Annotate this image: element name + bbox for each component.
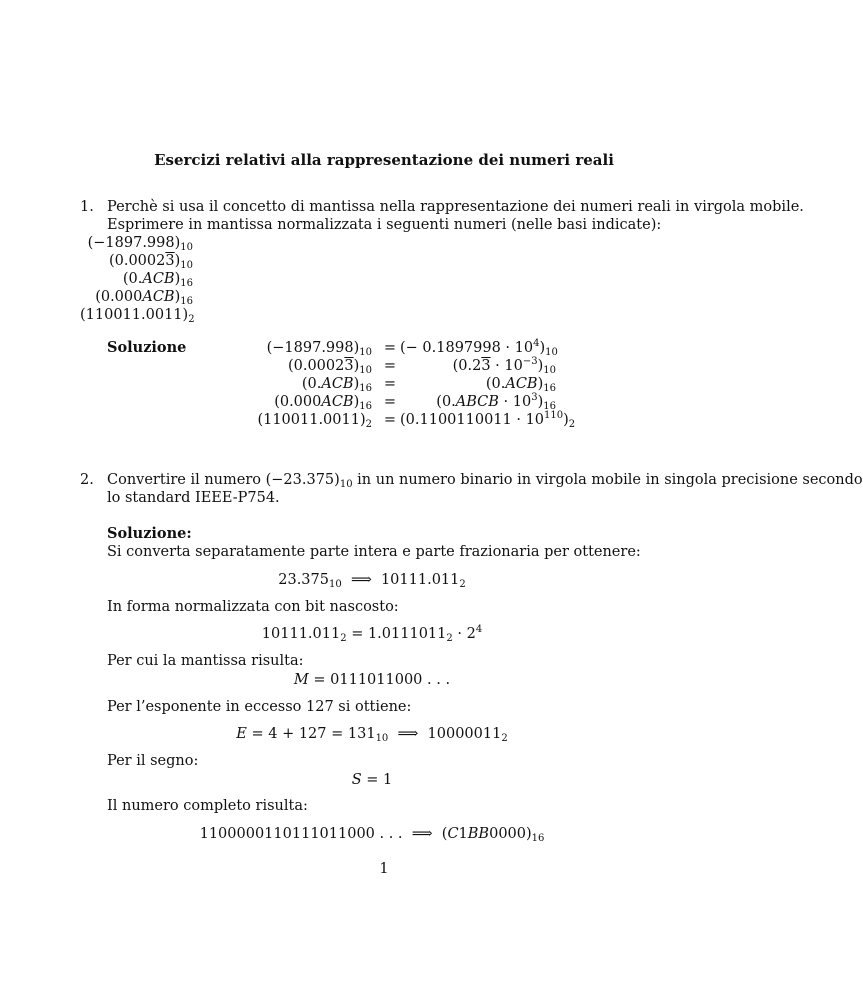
sol-rhs-4: (0.ABCB · $10^3)_{16}$: [436, 392, 556, 412]
sol-lhs-4: $(0.000ACB)_{16}$: [274, 394, 372, 412]
exercise-2-text-1: Si converta separatamente parte intera e parte frazionaria per ottenere:: [107, 544, 641, 560]
sol-rhs-1: (− $0.1897998 \cdot 10^4)_{10}$: [400, 338, 558, 358]
sol-eq-1: =: [383, 340, 397, 356]
exercise-2-text-4: Per l’esponente in eccesso 127 si ottiene:: [107, 699, 412, 715]
ex1-item-1: $(-1897.998)_{10}$: [87, 235, 193, 253]
exercise-1-line-2: Esprimere in mantissa normalizzata i seguenti numeri (nelle basi indicate):: [107, 217, 662, 233]
page-title: Esercizi relativi alla rappresentazione dei numeri reali: [154, 151, 614, 169]
ex1-item-4: $(0.000ACB)_{16}$: [95, 289, 193, 307]
ex1-item-3: $(0.ACB)_{16}$: [122, 271, 193, 289]
equation-exponent: $E = 4 + 127 = 131_{10}$ ⟹ $10000011_2$: [236, 726, 508, 744]
sol-rhs-5: $(0.1100110011 \cdot 10^{110})_2$: [400, 410, 576, 430]
sol-lhs-5: $(110011.0011)_2$: [257, 412, 372, 430]
sol-eq-4: =: [383, 394, 397, 410]
exercise-1-line-1: Perchè si usa il concetto di mantissa nella rappresentazione dei numeri reali in virgola mobile.: [107, 199, 804, 215]
sol-lhs-3: $(0.ACB)_{16}$: [301, 376, 372, 394]
sol-eq-5: =: [383, 412, 397, 428]
sol-rhs-2: $(0.23 \cdot 10^{-3})_{10}$: [452, 356, 556, 376]
equation-mantissa: M = 0111011000 . . .: [293, 672, 451, 688]
exercise-2-text-6: Il numero completo risulta:: [107, 798, 308, 814]
sol-eq-2: =: [383, 358, 397, 374]
equation-conversion: $23.375_{10}$ ⟹ $10111.011_2$: [278, 572, 466, 590]
exercise-2-line-1: Convertire il numero $(-23.375)_{10}$ in un numero binario in virgola mobile in singola precisione secondo: [107, 472, 863, 490]
sol-lhs-1: $(-1897.998)_{10}$: [266, 340, 372, 358]
sol-lhs-2: $(0.00023)_{10}$: [287, 358, 372, 376]
equation-sign: S = 1: [351, 772, 393, 788]
exercise-2-text-5: Per il segno:: [107, 753, 199, 769]
page-number: 1: [379, 861, 389, 877]
exercise-2-text-2: In forma normalizzata con bit nascosto:: [107, 599, 399, 615]
sol-rhs-3: $(0.ACB)_{16}$: [485, 376, 556, 394]
exercise-2-line-2: lo standard IEEE-P754.: [107, 490, 280, 506]
ex1-item-2: $(0.00023)_{10}$: [108, 253, 193, 271]
ex1-item-5: $(110011.0011)_2$: [80, 307, 195, 325]
exercise-2-solution-label: Soluzione:: [107, 525, 192, 542]
equation-normalized: $10111.011_2 = 1.0111011_2 \cdot 2^4$: [261, 624, 483, 644]
sol-eq-3: =: [383, 376, 397, 392]
exercise-2-number: 2.: [80, 472, 94, 488]
exercise-1-number: 1.: [80, 199, 94, 215]
exercise-1-solution-label: Soluzione: [107, 339, 187, 356]
equation-complete: 1100000110111011000 . . . ⟹ $(C1BB0000)_{16}$: [199, 826, 545, 844]
exercise-2-text-3: Per cui la mantissa risulta:: [107, 653, 304, 669]
